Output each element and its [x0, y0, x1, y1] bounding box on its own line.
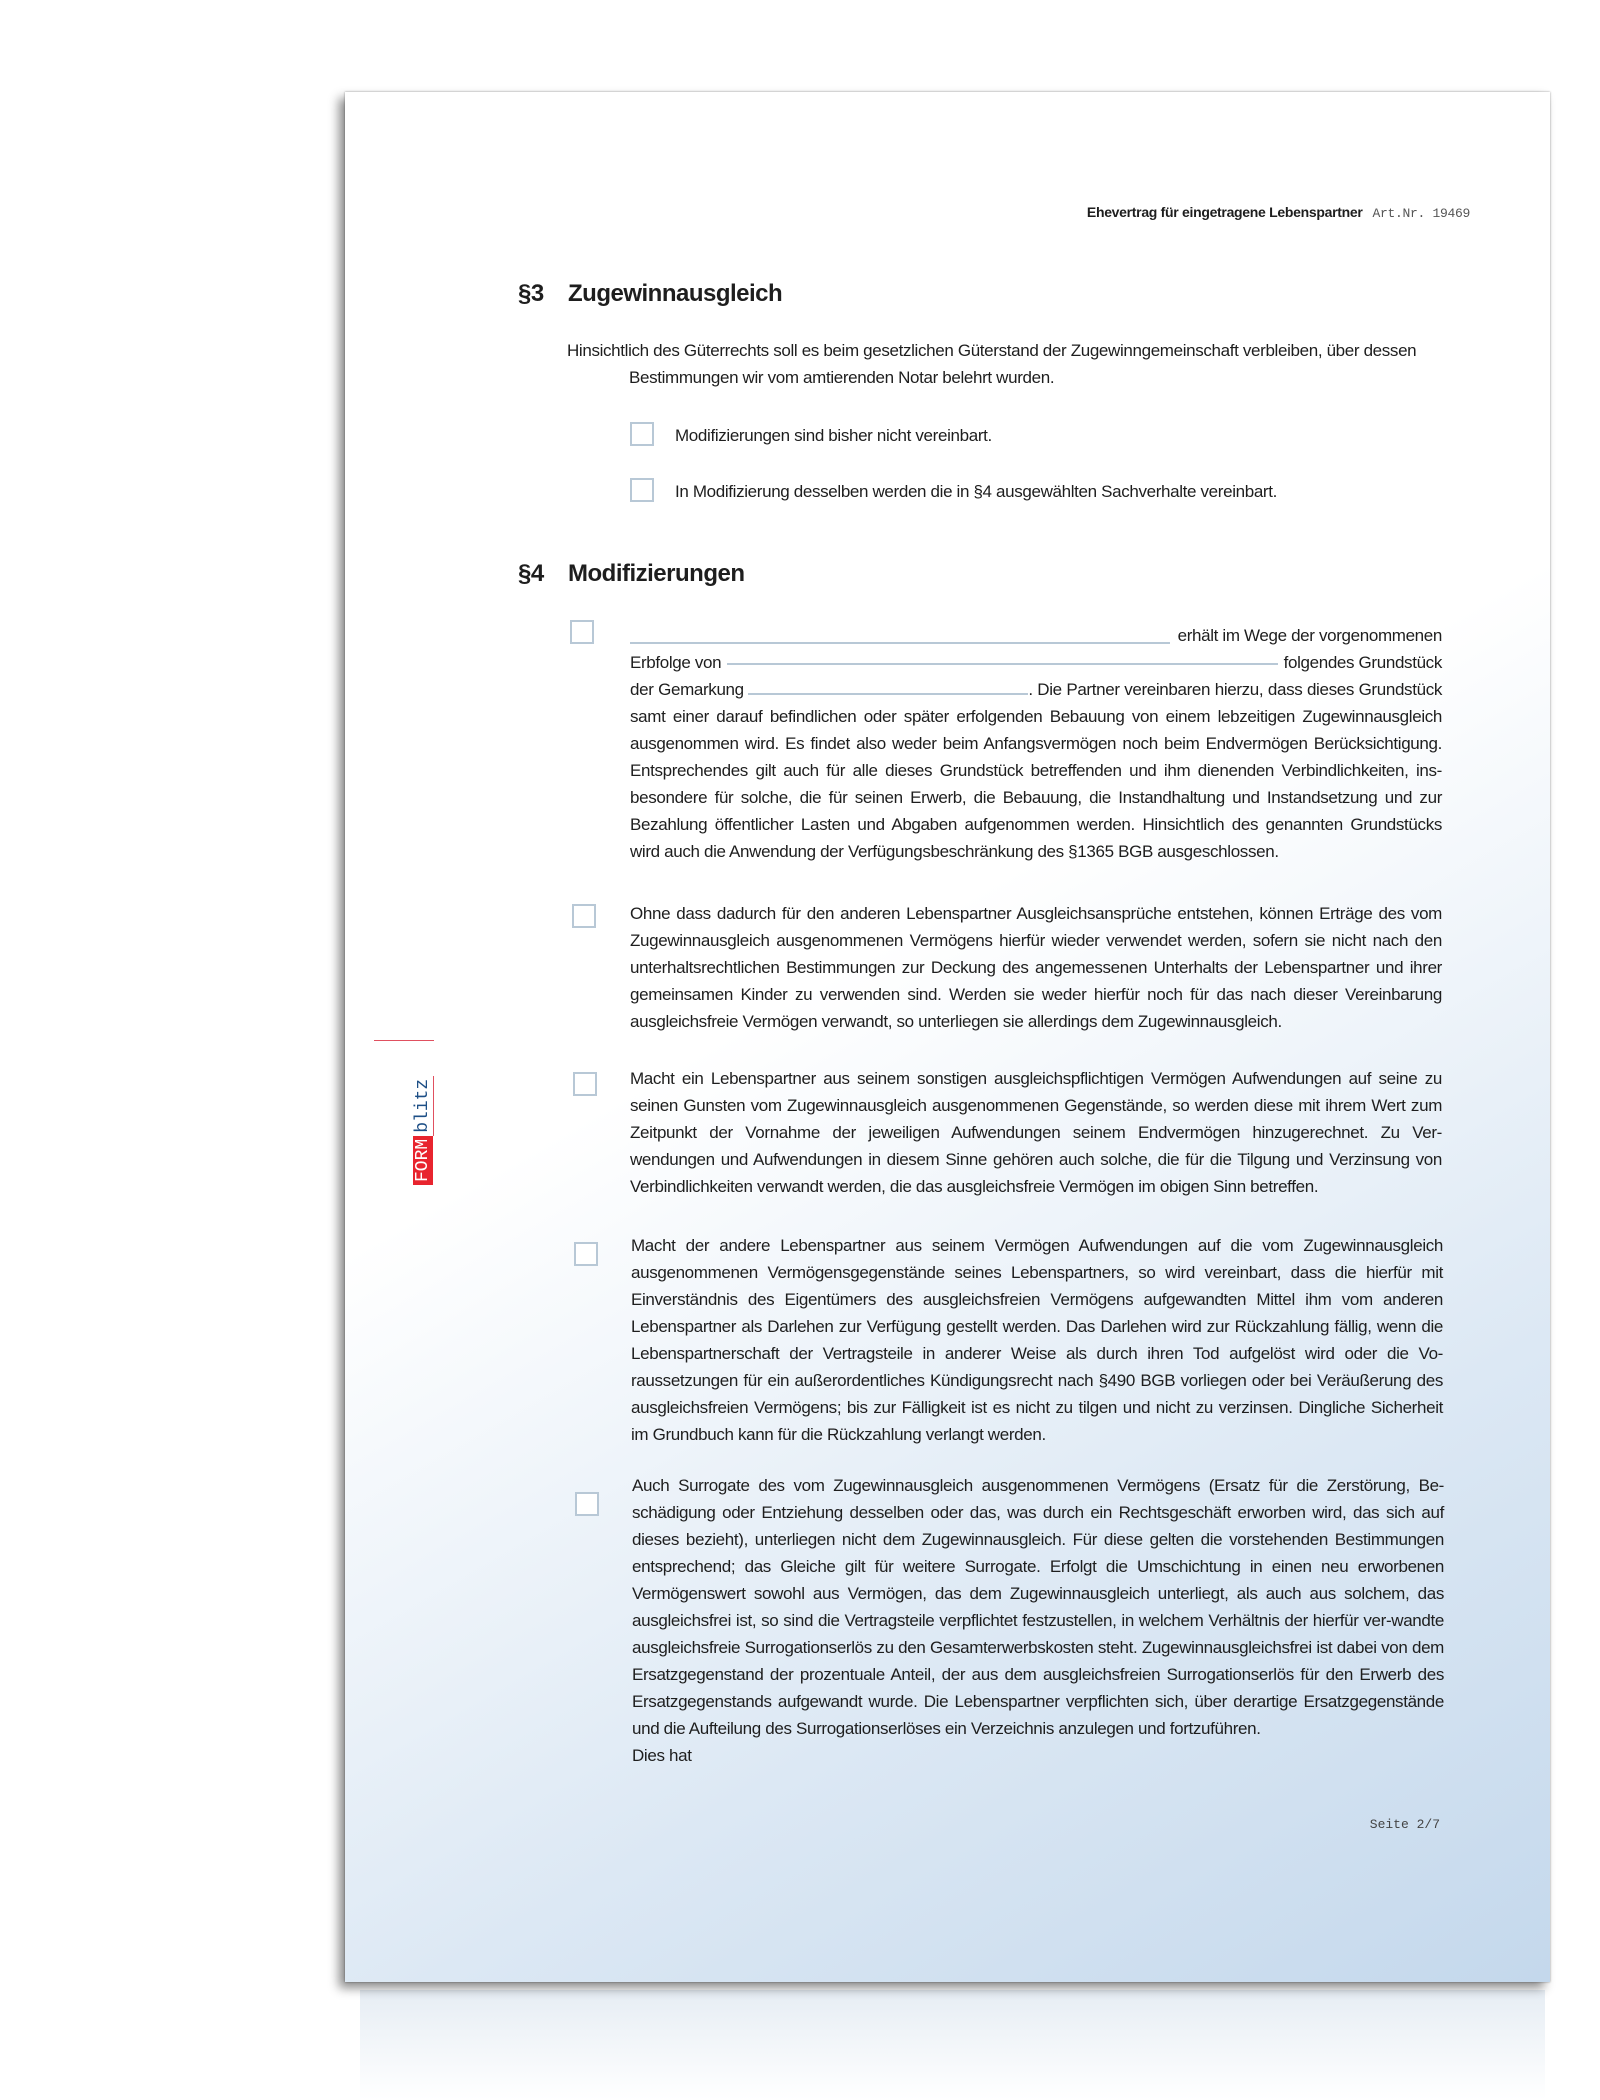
- checkbox-modifications-per-section-4[interactable]: [630, 478, 654, 502]
- section-title: Modifizierungen: [568, 560, 745, 587]
- land-district-field[interactable]: [748, 679, 1028, 695]
- logo-line: [374, 1040, 434, 1041]
- clause-text: der Gemarkung: [630, 680, 744, 699]
- document-header: [1087, 204, 1470, 221]
- section-number: §3: [518, 280, 544, 307]
- page-number: Seite 2/7: [1369, 1817, 1440, 1832]
- section-3-intro: [567, 337, 1457, 391]
- heir-name-field[interactable]: [630, 628, 1170, 644]
- clause-3-text: Macht ein Lebenspartner aus seinem sonstigen ausgleichspflichtigen Vermögen Aufwendungen auf seine zu seinen Gunsten vom Zugewinnausgleich ausgenommenen Gegenstände, so werden diese mit ihrem Wert zum Zeitpunkt der Vornahme der jeweiligen Aufwendungen seinem Endvermögen hinzugerechnet. Zu Ver-wendungen und Aufwendungen in diesem Sinne gehören auch solche, die für die Tilgung und Verzinsung von Verbindlichkeiten verwandt werden, die das ausgleichsfreie Vermögen im obigen Sinn betreffen.: [630, 1069, 1442, 1196]
- formblitz-logo: [412, 1040, 436, 1185]
- checkbox-clause-5[interactable]: [575, 1492, 599, 1516]
- intro-line: Bestimmungen wir vom amtierenden Notar belehrt wurden.: [629, 368, 1055, 387]
- section-title: Zugewinnausgleich: [568, 280, 783, 307]
- clause-text: Erbfolge von: [630, 653, 722, 672]
- clause-text: Auch Surrogate des vom Zugewinnausgleich ausgenommenen Vermögens (Ersatz für die Zerstörung, Be-schädigung oder Entziehung desselben oder das, was durch ein Rechtsgeschäft erworben wird, das sich auf dieses bezieht), unterliegen nicht dem Zugewinnausgleich. Für diese gelten die vorstehenden Bestimmungen entsprechend; das Gleiche gilt für weitere Surrogate. Erfolgt die Umschichtung in einen neu erworbenen Vermögenswert sowohl aus Vermögen, das dem Zugewinnausgleich unterliegt, als auch aus solchem, das ausgleichsfrei ist, so sind die Vertragsteile verpflichtet festzustellen, in welchem Verhältnis der hierfür ver-wandte ausgleichsfreie Surrogationserlös zu den Gesamterwerbskosten steht. Zugewinnausgleichsfrei ist dabei von dem Ersatzgegenstand der prozentuale Anteil, der aus dem ausgleichsfreien Surrogationserlös für den Erwerb des Ersatzgegenstands aufgewandt wurde. Die Lebenspartner verpflichten sich, über derartige Ersatzgegenstände und die Aufteilung des Surrogationserlöses ein Verzeichnis anzulegen und fortzuführen.: [632, 1476, 1444, 1738]
- clause-5-text: [632, 1472, 1444, 1769]
- logo-blitz: blitz: [413, 1076, 434, 1136]
- document-page: [345, 92, 1550, 1982]
- page-reflection: [360, 1990, 1545, 2100]
- option-label: In Modifizierung desselben werden die in §4 ausgewählten Sachverhalte vereinbart.: [675, 482, 1277, 501]
- logo-form: FORM: [413, 1136, 433, 1185]
- checkbox-clause-2[interactable]: [572, 904, 596, 928]
- checkbox-clause-4[interactable]: [574, 1242, 598, 1266]
- checkbox-clause-1[interactable]: [570, 620, 594, 644]
- checkbox-no-modifications[interactable]: [630, 422, 654, 446]
- intro-line: Hinsichtlich des Güterrechts soll es beim gesetzlichen Güterstand der Zugewinngemeinschaft verbleiben, über dessen: [567, 341, 1417, 360]
- article-number: Art.Nr. 19469: [1372, 206, 1470, 221]
- document-title: Ehevertrag für eingetragene Lebenspartner: [1086, 204, 1363, 220]
- clause-text: . Die Partner vereinbaren hierzu, dass dieses Grundstück samt einer darauf befindlichen oder später erfolgenden Bebauung von einem lebzeitigen Zugewinnausgleich ausgenommen wird. Es findet also weder beim Anfangsvermögen noch beim Endvermögen Berücksichtigung. Entsprechendes gilt auch für alle dieses Grundstück betreffenden und ihm dienenden Verbindlichkeiten, ins-besondere für solche, die für seinen Erwerb, die Bebauung, die Instandhaltung und Instandsetzung und zur Bezahlung öffentlicher Lasten und Abgaben aufgenommen werden. Hinsichtlich des genannten Grundstücks wird auch die Anwendung der Verfügungsbeschränkung des §1365 BGB ausgeschlossen.: [630, 680, 1442, 861]
- clause-1-text: [630, 622, 1442, 865]
- checkbox-clause-3[interactable]: [573, 1072, 597, 1096]
- section-4-heading: [518, 560, 744, 588]
- clause-text: Dies hat: [632, 1746, 692, 1765]
- clause-4-text: Macht der andere Lebenspartner aus seinem Vermögen Aufwendungen auf die vom Zugewinnausgleich ausgenommenen Vermögensgegenstände seines Lebenspartners, so wird vereinbart, dass die hierfür mit Einverständnis des Eigentümers des ausgleichsfreien Vermögens aufgewandten Mittel ihm vom anderen Lebenspartner als Darlehen zur Verfügung gestellt werden. Das Darlehen wird zur Rückzahlung fällig, wenn die Lebenspartnerschaft der Vertragsteile in anderer Weise als durch ihren Tod aufgelöst wird oder die Vo-raussetzungen für ein außerordentliches Kündigungsrecht nach §490 BGB vorliegen oder bei Veräußerung des ausgleichsfreien Vermögens; bis zur Fälligkeit ist es nicht zu tilgen und nicht zu verzinsen. Dingliche Sicherheit im Grundbuch kann für die Rückzahlung verlangt werden.: [631, 1236, 1443, 1444]
- option-label: Modifizierungen sind bisher nicht vereinbart.: [675, 426, 992, 445]
- clause-text: erhält im Wege der vorgenommenen: [1177, 626, 1442, 645]
- clause-text: folgendes Grundstück: [1283, 653, 1442, 672]
- testator-name-field[interactable]: [727, 649, 1277, 665]
- section-number: §4: [518, 560, 544, 587]
- section-3-heading: [518, 280, 782, 308]
- clause-2-text: Ohne dass dadurch für den anderen Lebenspartner Ausgleichsansprüche entstehen, können Erträge des vom Zugewinnausgleich ausgenommenen Vermögens hierfür wieder verwendet werden, sofern sie nicht nach den unterhaltsrechtlichen Bestimmungen zur Deckung des angemessenen Unterhalts der Lebenspartner und ihrer gemeinsamen Kinder zu verwenden sind. Werden sie weder hierfür noch für das nach dieser Vereinbarung ausgleichsfreie Vermögen verwandt, so unterliegen sie allerdings dem Zugewinnausgleich.: [630, 904, 1442, 1031]
